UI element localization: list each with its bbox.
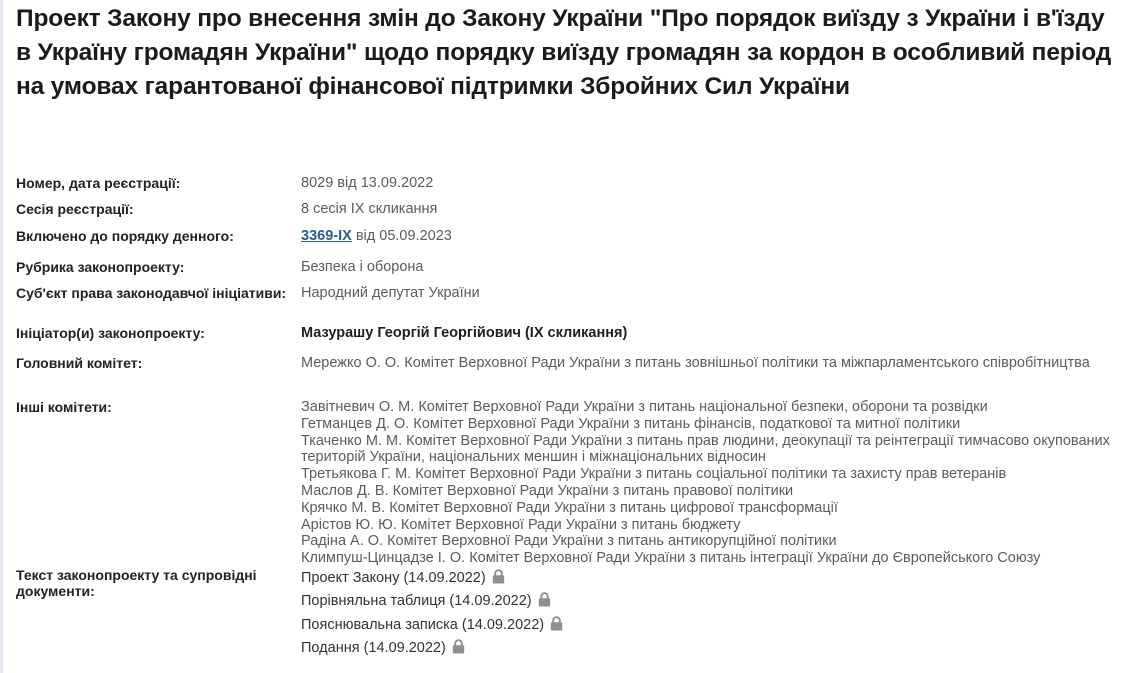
other-committees-list bbox=[301, 399, 1126, 567]
from-word: від bbox=[355, 228, 376, 244]
registration-label: Номер, дата реєстрації: bbox=[16, 175, 181, 191]
row-session bbox=[16, 201, 1126, 228]
document-title: Проект Закону (14.09.2022) bbox=[301, 569, 486, 586]
registration-number: 8029 bbox=[301, 175, 334, 191]
document-title: Пояснювальна записка (14.09.2022) bbox=[301, 616, 545, 633]
subject-value: Народний депутат України bbox=[301, 285, 480, 301]
committee-item: Третьякова Г. М. Комітет Верховної Ради України з питань соціальної політики та захисту прав ветеранів bbox=[301, 466, 1007, 483]
agenda-resolution-link[interactable]: 3369-IX bbox=[301, 228, 352, 244]
from-word: від bbox=[337, 175, 357, 191]
row-documents bbox=[16, 567, 1126, 661]
row-rubric bbox=[16, 259, 1126, 285]
row-registration bbox=[16, 173, 1126, 201]
document-item[interactable] bbox=[301, 637, 1126, 661]
subject-label: Суб'єкт права законодавчої ініціативи: bbox=[16, 285, 287, 301]
row-other-committees bbox=[16, 399, 1126, 567]
bill-details-table bbox=[16, 173, 1126, 661]
documents-list bbox=[301, 567, 1126, 661]
agenda-date: 05.09.2023 bbox=[379, 228, 452, 244]
session-label: Сесія реєстрації: bbox=[16, 201, 134, 217]
committee-item: Крячко М. В. Комітет Верховної Ради України з питань цифрової трансформації bbox=[301, 499, 838, 516]
row-subject bbox=[16, 285, 1126, 325]
initiator-label: Ініціатор(и) законопроекту: bbox=[16, 325, 205, 341]
row-main-committee bbox=[16, 355, 1126, 399]
bill-card bbox=[16, 0, 1126, 657]
bill-title: Проект Закону про внесення змін до Закону України "Про порядок виїзду з України і в'їзду в Україну громадян України" щодо порядку виїзду громадян за кордон в особливий період на умовах гарантованої фінансової підтримки Збройних Сил України bbox=[16, 5, 1112, 100]
document-title: Подання (14.09.2022) bbox=[301, 640, 446, 657]
committee-item: Ткаченко М. М. Комітет Верховної Ради України з питань прав людини, деокупації та реінтеграції тимчасово окупованих територій України, національних меншин і міжнаціональних відносин bbox=[301, 432, 1110, 466]
committee-item: Маслов Д. В. Комітет Верховної Ради України з питань правової політики bbox=[301, 482, 794, 499]
row-agenda bbox=[16, 228, 1126, 259]
lock-icon bbox=[550, 616, 563, 631]
committee-item: Радіна А. О. Комітет Верховної Ради України з питань антикорупційної політики bbox=[301, 533, 837, 550]
document-item[interactable] bbox=[301, 614, 1126, 638]
lock-icon bbox=[452, 639, 465, 654]
lock-icon bbox=[492, 569, 505, 584]
committee-item: Арістов Ю. Ю. Комітет Верховної Ради України з питань бюджету bbox=[301, 516, 741, 533]
committee-item: Климпуш-Цинцадзе І. О. Комітет Верховної Ради України з питань інтеграції України до Європейського Союзу bbox=[301, 550, 1041, 567]
agenda-value bbox=[301, 228, 1126, 259]
row-initiator bbox=[16, 325, 1126, 355]
document-item[interactable] bbox=[301, 590, 1126, 614]
committee-item: Гетманцев Д. О. Комітет Верховної Ради України з питань фінансів, податкової та митної політики bbox=[301, 415, 961, 432]
initiator-value bbox=[301, 325, 1126, 355]
documents-label: Текст законопроекту та супровідні документи: bbox=[16, 566, 257, 600]
main-committee-value: Мережко О. О. Комітет Верховної Ради України з питань зовнішньої політики та міжпарламентського співробітництва bbox=[301, 355, 1090, 371]
rubric-value: Безпека і оборона bbox=[301, 259, 424, 275]
agenda-label: Включено до порядку денного: bbox=[16, 228, 234, 244]
initiator-name: Мазурашу Георгій Георгійович (IX скликання) bbox=[301, 325, 628, 341]
registration-value bbox=[301, 173, 1126, 201]
document-item[interactable] bbox=[301, 567, 1126, 591]
left-border-strip bbox=[0, 0, 3, 673]
main-committee-label: Головний комітет: bbox=[16, 355, 143, 371]
other-committees-label: Інші комітети: bbox=[16, 399, 112, 415]
committee-item: Завітневич О. М. Комітет Верховної Ради України з питань національної безпеки, оборони та розвідки bbox=[301, 399, 988, 415]
document-title: Порівняльна таблиця (14.09.2022) bbox=[301, 593, 532, 610]
registration-date: 13.09.2022 bbox=[360, 175, 434, 191]
rubric-label: Рубрика законопроекту: bbox=[16, 259, 185, 275]
lock-icon bbox=[538, 592, 551, 607]
session-value: 8 сесія IX скликання bbox=[301, 201, 438, 217]
